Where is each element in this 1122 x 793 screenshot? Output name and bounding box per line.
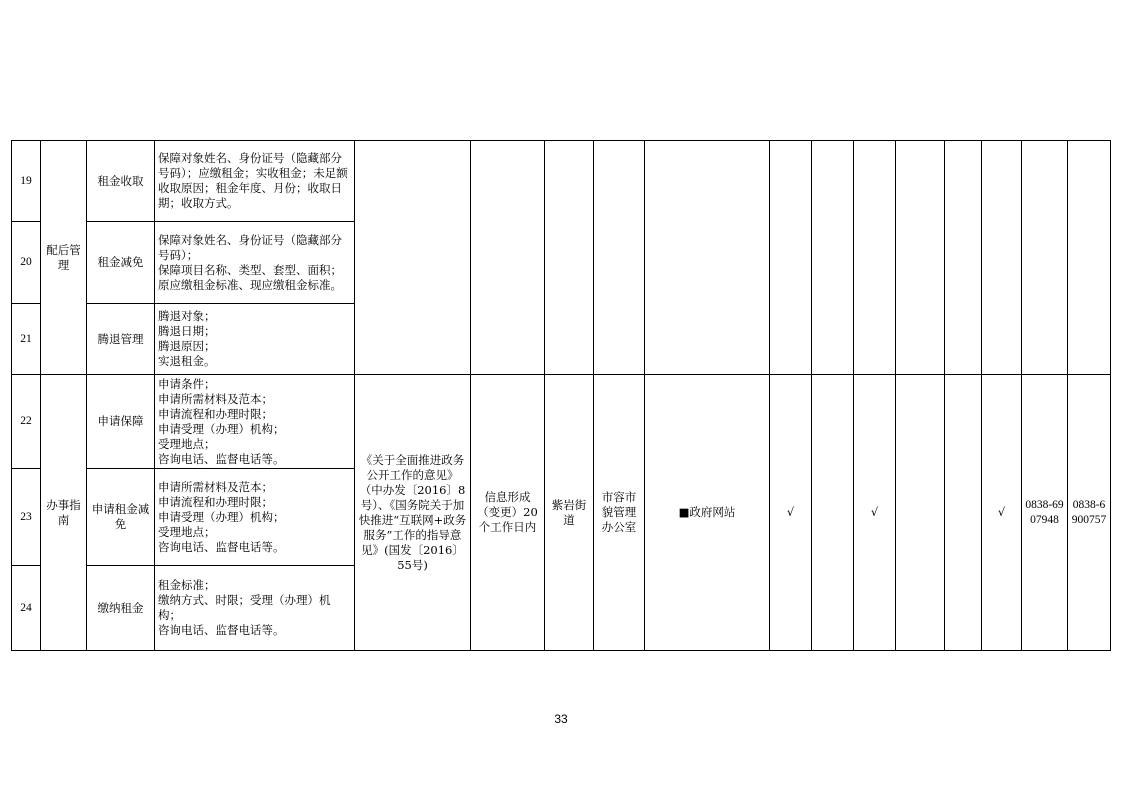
group-label: 办事指南 — [41, 375, 87, 651]
item-name: 租金减免 — [87, 222, 155, 304]
empty-cell — [471, 141, 545, 375]
row-number: 22 — [12, 375, 41, 469]
empty-cell — [982, 141, 1022, 375]
empty-cell — [545, 141, 594, 375]
item-name: 申请租金减免 — [87, 469, 155, 566]
responsible-unit: 市容市貌管理办公室 — [594, 375, 645, 651]
empty-cell — [945, 375, 982, 651]
empty-cell — [945, 141, 982, 375]
disclosure-basis: 《关于全面推进政务公开工作的意见》（中办发〔2016〕8号）、《国务院关于加快推进“互联网+政务服务”工作的指导意见》(国发〔2016〕55号) — [355, 375, 471, 651]
item-name: 腾退管理 — [87, 304, 155, 375]
row-number: 23 — [12, 469, 41, 566]
empty-cell — [1022, 141, 1068, 375]
row-number: 20 — [12, 222, 41, 304]
row-number: 19 — [12, 141, 41, 222]
empty-cell — [896, 141, 945, 375]
disclosure-table — [11, 140, 1111, 651]
disclosure-channel: ■政府网站 — [645, 375, 770, 651]
empty-cell — [896, 375, 945, 651]
check-mark: √ — [982, 375, 1022, 651]
empty-cell — [812, 141, 854, 375]
empty-cell — [645, 141, 770, 375]
item-content: 租金标准； 缴纳方式、时限；受理（办理）机构； 咨询电话、监督电话等。 — [155, 566, 355, 651]
table-row — [12, 141, 1111, 222]
check-mark: √ — [854, 375, 896, 651]
row-number: 24 — [12, 566, 41, 651]
item-content: 腾退对象； 腾退日期； 腾退原因； 实退租金。 — [155, 304, 355, 375]
check-mark: √ — [770, 375, 812, 651]
empty-cell — [854, 141, 896, 375]
item-content: 申请条件； 申请所需材料及范本； 申请流程和办理时限； 申请受理（办理）机构； 受理地点； 咨询电话、监督电话等。 — [155, 375, 355, 469]
item-content: 申请所需材料及范本； 申请流程和办理时限； 申请受理（办理）机构； 受理地点； 咨询电话、监督电话等。 — [155, 469, 355, 566]
empty-cell — [770, 141, 812, 375]
disclosure-time-limit: 信息形成（变更）20个工作日内 — [471, 375, 545, 651]
item-name: 申请保障 — [87, 375, 155, 469]
row-number: 21 — [12, 304, 41, 375]
empty-cell — [1068, 141, 1111, 375]
item-name: 缴纳租金 — [87, 566, 155, 651]
table-row — [12, 375, 1111, 469]
item-content: 保障对象姓名、身份证号（隐藏部分号码）； 保障项目名称、类型、套型、面积； 原应缴租金标准、现应缴租金标准。 — [155, 222, 355, 304]
empty-cell — [355, 141, 471, 375]
disclosure-subject: 紫岩街道 — [545, 375, 594, 651]
empty-cell — [812, 375, 854, 651]
item-content: 保障对象姓名、身份证号（隐藏部分号码）；应缴租金；实收租金；未足额收取原因；租金年度、月份；收取日期；收取方式。 — [155, 141, 355, 222]
phone-number: 0838-6907948 — [1022, 375, 1068, 651]
empty-cell — [594, 141, 645, 375]
item-name: 租金收取 — [87, 141, 155, 222]
phone-number: 0838-6900757 — [1068, 375, 1111, 651]
group-label: 配后管理 — [41, 141, 87, 375]
page-number: 33 — [554, 712, 568, 726]
